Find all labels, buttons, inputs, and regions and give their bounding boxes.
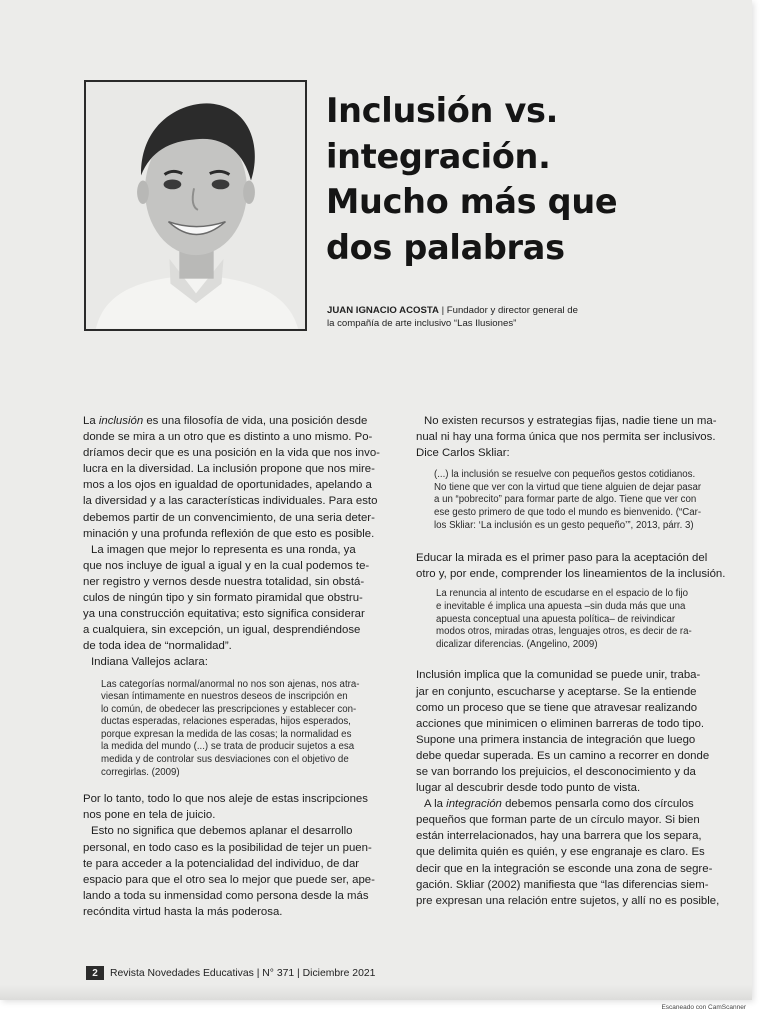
text-line: gación. Skliar (2002) manifiesta que “las diferencias siem- bbox=[416, 878, 709, 891]
quote-line: Las categorías normal/anormal no nos son ajenas, nos atra- bbox=[101, 678, 360, 690]
quote-line: ductas esperadas, relaciones esperadas, hijos esperados, bbox=[101, 716, 351, 728]
text-run: es una filosofía de vida, una posición desde bbox=[143, 415, 368, 427]
quote-line: lo común, de obedecer las prescripciones y establecer con- bbox=[101, 703, 357, 715]
text-column-left bbox=[83, 413, 386, 920]
quote-line: apuesta conceptual una apuesta política– de reivindicar bbox=[436, 613, 676, 625]
author-portrait-photo bbox=[84, 80, 307, 331]
paragraph bbox=[416, 413, 741, 461]
title-line: integración. bbox=[326, 136, 551, 176]
quote-line: e inevitable é implica una apuesta –sin duda más que una bbox=[436, 601, 686, 613]
title-line: dos palabras bbox=[326, 227, 565, 267]
text-run: debemos pensarla como dos círculos bbox=[501, 798, 694, 811]
text-line: lando a toda su inmensidad como persona desde la más bbox=[83, 889, 369, 902]
paragraph bbox=[416, 796, 741, 909]
paragraph bbox=[83, 654, 386, 670]
text-line: Supone una primera instancia de integración que luego bbox=[416, 733, 696, 746]
text-line: otro y, por ende, comprender los lineamientos de la inclusión. bbox=[416, 568, 726, 581]
emphasis-integracion: integración bbox=[446, 798, 502, 811]
quote-line: viesan íntimamente en nuestros deseos de inscripción en bbox=[101, 691, 348, 703]
author-role-continued: la compañía de arte inclusivo “Las Ilusiones” bbox=[327, 318, 517, 329]
text-line: mos a los ojos en igualdad de oportunidades, apelando a bbox=[83, 479, 372, 492]
title-line: Inclusión vs. bbox=[326, 91, 559, 130]
quote-line: dicalizar diferencias. (Angelino, 2009) bbox=[436, 638, 598, 650]
article-title bbox=[326, 88, 626, 270]
text-line: ner registro y vernos desde nuestra totalidad, sin obstá- bbox=[83, 575, 365, 588]
quote-line: medida y de controlar sus desviaciones con el objetivo de bbox=[101, 754, 349, 766]
block-quote-vallejos bbox=[83, 679, 386, 780]
quote-line: No tiene que ver con la virtud que tiene alguien de dejar pasar bbox=[434, 481, 702, 493]
text-line: La imagen que mejor lo representa es una ronda, ya bbox=[91, 543, 356, 556]
text-column-right bbox=[416, 413, 741, 909]
text-line: están interrelacionados, hay una barrera que los separa, bbox=[416, 830, 702, 843]
page-footer bbox=[86, 966, 375, 980]
text-line: Esto no significa que debemos aplanar el desarrollo bbox=[91, 825, 353, 838]
text-line: personal, en todo caso es la posibilidad de tejer un puen- bbox=[83, 841, 372, 854]
text-line: lugar al descubrir desde todo punto de vista. bbox=[416, 782, 641, 795]
quote-line: modos otros, miradas otras, lenguajes otros, es decir de ra- bbox=[436, 626, 692, 638]
text-line: que nos incluye de igual a igual y en la cual podemos te- bbox=[83, 559, 370, 572]
footer-publication: Revista Novedades Educativas | N° 371 | Diciembre 2021 bbox=[110, 967, 376, 979]
text-line: donde se mira a un otro que es distinto a uno mismo. Po- bbox=[83, 431, 373, 444]
page-edge-shadow bbox=[0, 985, 752, 1000]
block-quote-skliar bbox=[416, 469, 741, 532]
text-line: Por lo tanto, todo lo que nos aleje de estas inscripciones bbox=[83, 793, 368, 806]
text-line: minación y una profunda reflexión de que esto es posible. bbox=[83, 527, 375, 540]
text-line: espacio para que el otro sea lo mejor que puede ser, ape- bbox=[83, 873, 375, 886]
text-line: Inclusión implica que la comunidad se puede unir, traba- bbox=[416, 669, 701, 682]
text-line: Indiana Vallejos aclara: bbox=[91, 656, 208, 669]
paragraph bbox=[416, 667, 741, 796]
quote-line: a un “pobrecito” para formar parte de algo. Tiene que ver con bbox=[434, 494, 697, 506]
text-line: Educar la mirada es el primer paso para la aceptación del bbox=[416, 552, 708, 565]
quote-line: porque expresan la medida de las cosas; la normalidad es bbox=[101, 728, 352, 740]
paragraph bbox=[83, 791, 386, 823]
quote-line: la medida del mundo (...) se trata de producir sujetos a esa bbox=[101, 741, 355, 753]
paragraph bbox=[416, 550, 741, 582]
text-line: nos pone en tela de juicio. bbox=[83, 809, 216, 822]
quote-line: La renuncia al intento de escudarse en el espacio de lo fijo bbox=[436, 588, 689, 600]
author-byline bbox=[327, 304, 617, 330]
text-line: culos de ningún tipo y sin formato piramidal que obstru- bbox=[83, 592, 363, 605]
text-line: la diversidad y a las características individuales. Para esto bbox=[83, 495, 378, 508]
text-line: acciones que minimicen o eliminen barreras de todo tipo. bbox=[416, 717, 705, 730]
text-line: ya una construcción equitativa; esto significa considerar bbox=[83, 608, 365, 621]
text-line: recóndita virtud hasta la más poderosa. bbox=[83, 905, 283, 918]
text-line: jar en conjunto, escucharse y aceptarse. Se la entiende bbox=[416, 685, 697, 698]
text-line: No existen recursos y estrategias fijas, nadie tiene un ma- bbox=[424, 415, 717, 427]
text-line: te para acceder a la potencialidad del individuo, de dar bbox=[83, 857, 360, 870]
paragraph bbox=[83, 413, 386, 542]
text-line: Dice Carlos Skliar: bbox=[416, 447, 510, 460]
text-line: que delimita quién es quién, y ese engranaje es claro. Es bbox=[416, 846, 705, 859]
text-line: a cualquiera, sin excepción, un igual, desprendiéndose bbox=[83, 624, 361, 637]
text-line: pequeños que forman parte de un círculo mayor. Si bien bbox=[416, 814, 700, 827]
text-line: se van borrando los prejuicios, el desconocimiento y da bbox=[416, 765, 696, 778]
text-line: debemos partir de un convencimiento, de una seria deter- bbox=[83, 511, 375, 524]
text-run: A la bbox=[424, 798, 447, 811]
text-line: nual ni hay una forma única que nos permita ser inclusivos. bbox=[416, 431, 716, 444]
paragraph bbox=[83, 542, 386, 655]
emphasis-inclusion: inclusión bbox=[98, 415, 144, 427]
text-line: de toda idea de “normalidad”. bbox=[83, 640, 232, 653]
quote-line: ese gesto primero de que todo el mundo es bienvenido. (“Car- bbox=[434, 507, 702, 519]
paragraph bbox=[83, 823, 386, 920]
author-role: Fundador y director general de bbox=[446, 305, 578, 316]
text-line: decir que en la integración se esconde una zona de segre- bbox=[416, 862, 713, 875]
text-line: debe quedar superada. Es un camino a recorrer en donde bbox=[416, 749, 710, 762]
block-quote-angelino bbox=[416, 588, 741, 651]
quote-line: corregirlas. (2009) bbox=[101, 766, 180, 778]
text-run: La bbox=[83, 415, 99, 427]
byline-separator: | bbox=[438, 305, 447, 316]
scanner-watermark: Escaneado con CamScanner bbox=[661, 1004, 746, 1011]
title-line: Mucho más que bbox=[326, 182, 618, 221]
quote-line: los Skliar: ‘La inclusión es un gesto pequeño’”, 2013, párr. 3) bbox=[434, 519, 694, 531]
portrait-illustration bbox=[86, 82, 305, 329]
text-line: pre expresan una relación entre sujetos, y allí no es posible, bbox=[416, 894, 720, 907]
text-line: lucra en la diversidad. La inclusión propone que nos mire- bbox=[83, 463, 375, 476]
page-number: 2 bbox=[86, 966, 104, 980]
quote-line: (...) la inclusión se resuelve con pequeños gestos cotidianos. bbox=[434, 469, 696, 481]
text-line: dríamos decir que es una posición en la vida que nos invo- bbox=[83, 447, 380, 460]
author-name: JUAN IGNACIO ACOSTA bbox=[327, 305, 439, 316]
text-line: como un proceso que se tiene que atravesar realizando bbox=[416, 701, 698, 714]
